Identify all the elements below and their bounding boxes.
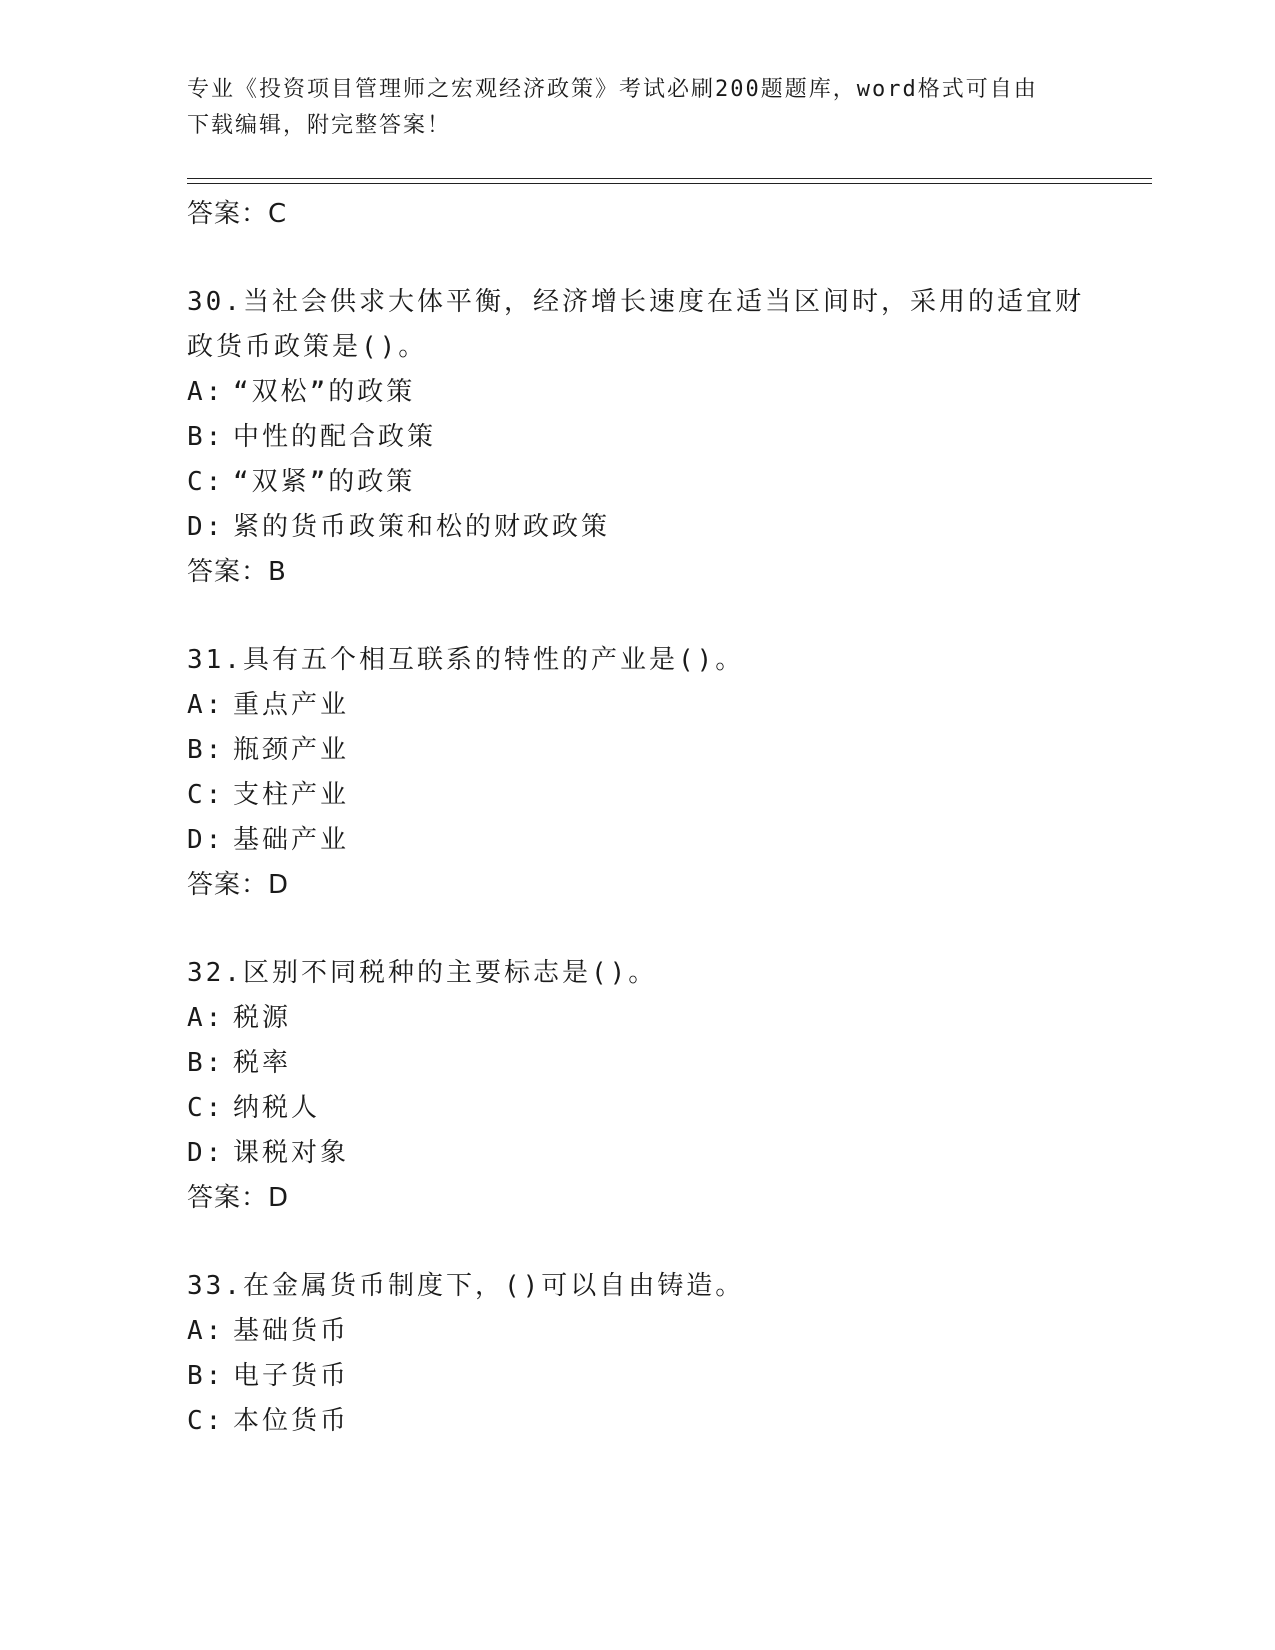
question-32 — [187, 951, 1087, 1221]
option-text: 本位货币 — [233, 1406, 350, 1436]
question-stem: 32.区别不同税种的主要标志是()。 — [187, 958, 658, 988]
header-double-rule — [187, 178, 1152, 184]
option-text: 课税对象 — [233, 1138, 350, 1168]
question-stem: 33.在金属货币制度下，()可以自由铸造。 — [187, 1271, 745, 1301]
answer: 答案：D — [187, 870, 290, 900]
option-a — [187, 996, 1087, 1041]
option-text: 税率 — [233, 1048, 292, 1078]
question-stem: 政货币政策是()。 — [187, 332, 428, 362]
option-text: 纳税人 — [233, 1093, 321, 1123]
option-text: 电子货币 — [233, 1361, 350, 1391]
option-text: 中性的配合政策 — [233, 422, 437, 452]
answer-previous: 答案：C — [187, 199, 288, 229]
option-a — [187, 683, 1087, 728]
option-b — [187, 415, 1087, 460]
document-header — [187, 72, 1087, 144]
option-letter: C: — [187, 1406, 225, 1436]
question-33 — [187, 1264, 1087, 1444]
option-a — [187, 1309, 1087, 1354]
option-text: “双松”的政策 — [233, 377, 416, 407]
option-letter: B: — [187, 735, 225, 765]
option-c — [187, 1399, 1087, 1444]
answer: 答案：B — [187, 557, 287, 587]
option-text: 瓶颈产业 — [233, 735, 350, 765]
option-c — [187, 1086, 1087, 1131]
header-line-1: 专业《投资项目管理师之宏观经济政策》考试必刷200题题库，word格式可自由 — [187, 77, 1038, 102]
option-letter: D: — [187, 512, 225, 542]
option-letter: B: — [187, 1361, 225, 1391]
option-text: 基础货币 — [233, 1316, 350, 1346]
header-line-2: 下载编辑，附完整答案！ — [187, 113, 452, 138]
option-letter: C: — [187, 467, 225, 497]
option-letter: D: — [187, 825, 225, 855]
option-letter: C: — [187, 780, 225, 810]
option-text: 支柱产业 — [233, 780, 350, 810]
option-text: “双紧”的政策 — [233, 467, 416, 497]
option-d — [187, 505, 1087, 550]
option-b — [187, 1041, 1087, 1086]
question-31 — [187, 638, 1087, 908]
option-letter: A: — [187, 377, 225, 407]
question-30 — [187, 280, 1087, 595]
option-d — [187, 1131, 1087, 1176]
option-d — [187, 818, 1087, 863]
option-letter: A: — [187, 1316, 225, 1346]
option-letter: B: — [187, 1048, 225, 1078]
option-letter: A: — [187, 690, 225, 720]
option-letter: A: — [187, 1003, 225, 1033]
option-text: 基础产业 — [233, 825, 350, 855]
option-c — [187, 460, 1087, 505]
option-c — [187, 773, 1087, 818]
option-letter: D: — [187, 1138, 225, 1168]
option-letter: C: — [187, 1093, 225, 1123]
option-a — [187, 370, 1087, 415]
option-text: 税源 — [233, 1003, 292, 1033]
question-stem: 30.当社会供求大体平衡，经济增长速度在适当区间时，采用的适宜财 — [187, 287, 1084, 317]
answer: 答案：D — [187, 1183, 290, 1213]
question-list — [187, 192, 1087, 1444]
option-b — [187, 728, 1087, 773]
question-stem: 31.具有五个相互联系的特性的产业是()。 — [187, 645, 745, 675]
option-b — [187, 1354, 1087, 1399]
option-text: 重点产业 — [233, 690, 350, 720]
option-text: 紧的货币政策和松的财政政策 — [233, 512, 611, 542]
option-letter: B: — [187, 422, 225, 452]
